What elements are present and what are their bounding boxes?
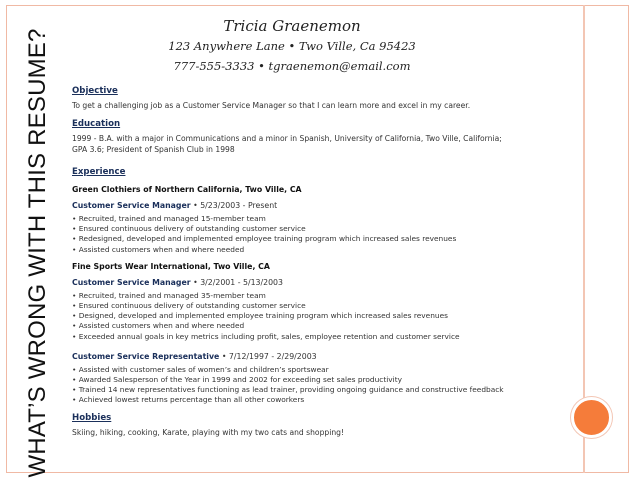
job1-bullets <box>72 214 572 255</box>
resume-name: Tricia Graenemon <box>223 17 361 35</box>
job3-dates: • 7/12/1997 - 2/29/2003 <box>219 351 317 361</box>
list-item: • Recruited, trained and managed 35-member team <box>72 291 572 301</box>
objective-text: To get a challenging job as a Customer Service Manager so that I can learn more and excel in my career. <box>72 101 471 110</box>
experience-heading: Experience <box>72 167 126 177</box>
hobbies-heading: Hobbies <box>72 412 112 423</box>
list-item: • Designed, developed and implemented employee training program which increased sales revenues <box>72 311 572 321</box>
resume-header <box>142 16 442 76</box>
job2-role <box>72 277 572 288</box>
list-item: • Assisted customers when and where needed <box>72 321 572 331</box>
decorative-circle <box>571 397 612 438</box>
hobbies-text: Skiing, hiking, cooking, Karate, playing with my two cats and shopping! <box>72 427 345 437</box>
job1-role <box>72 200 572 211</box>
resume-contact: 777-555-3333 • tgraenemon@email.com <box>173 59 411 73</box>
job3-title: Customer Service Representative <box>72 351 220 361</box>
resume-address: 123 Anywhere Lane • Two Ville, Ca 95423 <box>168 39 416 53</box>
job3-bullets <box>72 365 572 406</box>
list-item: • Exceeded annual goals in key metrics including profit, sales, employee retention and customer service <box>72 332 572 342</box>
list-item: • Assisted customers when and where needed <box>72 245 572 255</box>
slide-title-text: WHAT’S WRONG WITH THIS RESUME? <box>24 28 51 478</box>
education-line-1: 1999 - B.A. with a major in Communications and a minor in Spanish, University of California, Two Ville, California; <box>72 134 502 143</box>
slide-title <box>7 28 69 478</box>
objective-heading: Objective <box>72 86 118 96</box>
list-item: • Recruited, trained and managed 15-member team <box>72 214 572 224</box>
list-item: • Trained 14 new representatives functioning as lead trainer, providing ongoing guidance and constructive feedback <box>72 385 572 395</box>
list-item: • Assisted with customer sales of women’s and children’s sportswear <box>72 365 572 375</box>
job1-title: Customer Service Manager <box>72 201 191 210</box>
list-item: • Awarded Salesperson of the Year in 1999 and 2002 for exceeding set sales productivity <box>72 375 572 385</box>
job3-role <box>72 351 572 362</box>
education-heading: Education <box>72 119 121 129</box>
job2-bullets <box>72 291 572 342</box>
resume-image <box>72 10 572 472</box>
education-line-2: GPA 3.6; President of Spanish Club in 1998 <box>72 145 235 154</box>
job2-dates: • 3/2/2001 - 5/13/2003 <box>190 277 283 287</box>
list-item: • Achieved lowest returns percentage than all other coworkers <box>72 395 572 405</box>
job2-company: Fine Sports Wear International, Two Ville, CA <box>72 261 270 271</box>
job2-title: Customer Service Manager <box>72 277 191 287</box>
list-item: • Redesigned, developed and implemented employee training program which increased sales revenues <box>72 234 572 244</box>
list-item: • Ensured continuous delivery of outstanding customer service <box>72 301 572 311</box>
job1-dates: • 5/23/2003 - Present <box>190 201 278 210</box>
job1-company: Green Clothiers of Northern California, Two Ville, CA <box>72 185 302 194</box>
list-item: • Ensured continuous delivery of outstanding customer service <box>72 224 572 234</box>
